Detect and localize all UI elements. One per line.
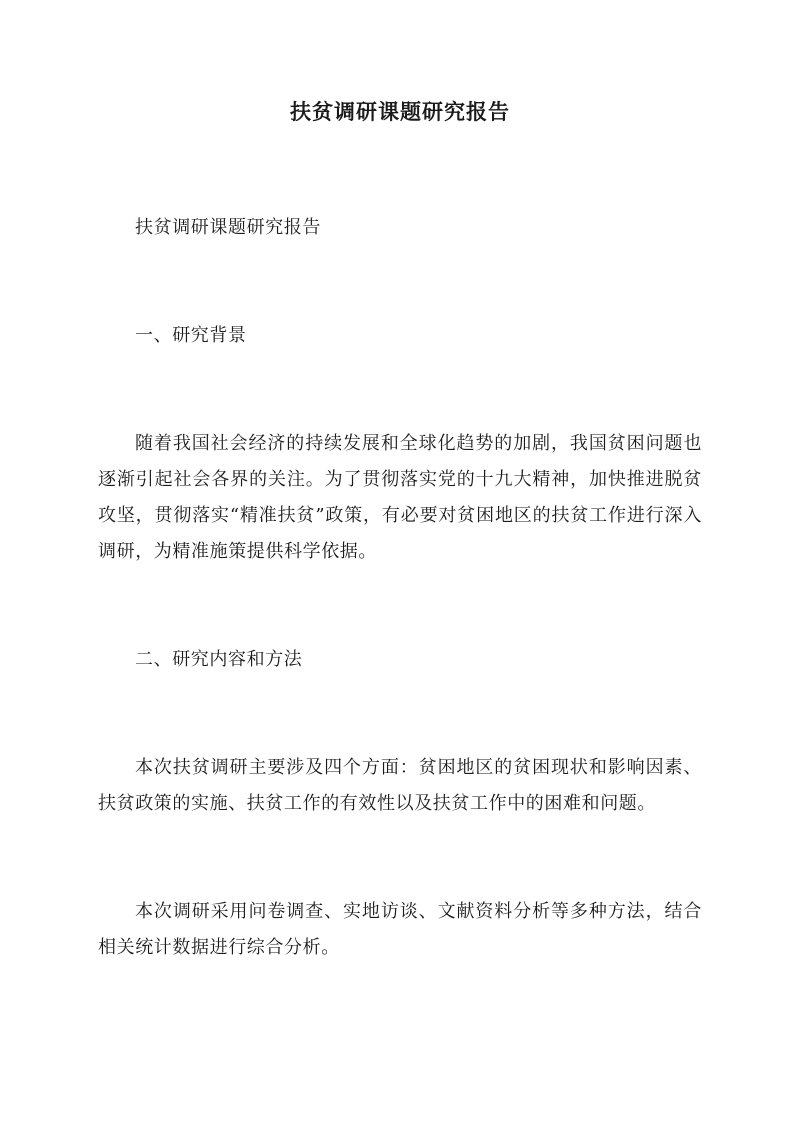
section-heading-background: 一、研究背景 — [135, 325, 247, 346]
document-subtitle: 扶贫调研课题研究报告 — [135, 217, 321, 238]
paragraph-content: 本次扶贫调研主要涉及四个方面：贫困地区的贫困现状和影响因素、扶贫政策的实施、扶贫工作的有效性以及扶贫工作中的困难和问题。 — [98, 757, 702, 814]
paragraph-background: 随着我国社会经济的持续发展和全球化趋势的加剧，我国贫困问题也逐渐引起社会各界的关注。为了贯彻落实党的十九大精神，加快推进脱贫攻坚，贯彻落实“精准扶贫”政策，有必要对贫困地区的扶贫工作进行深入调研，为精准施策提供科学依据。 — [98, 433, 702, 562]
paragraph-methods: 本次调研采用问卷调查、实地访谈、文献资料分析等多种方法，结合相关统计数据进行综合分析。 — [98, 901, 702, 958]
document-title: 扶贫调研课题研究报告 — [290, 99, 510, 124]
document-body — [98, 210, 702, 966]
section-heading-content-methods: 二、研究内容和方法 — [135, 649, 303, 670]
